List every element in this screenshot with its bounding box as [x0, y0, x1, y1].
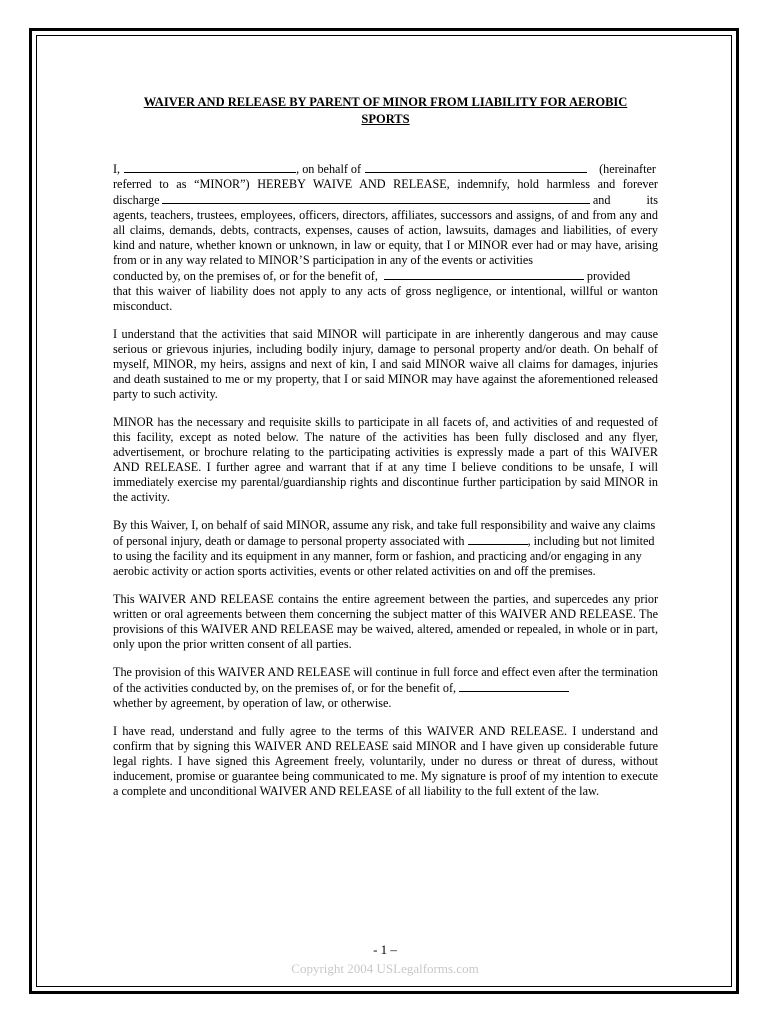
page-number: - 1 –	[373, 942, 397, 957]
text-discharge: discharge	[113, 193, 160, 207]
title-line-2: SPORTS	[361, 112, 410, 126]
activity-blank[interactable]	[468, 533, 528, 545]
text-hereinafter: (hereinafter	[599, 162, 656, 176]
text-and: and	[592, 193, 611, 207]
copyright-watermark: Copyright 2004 USLegalforms.com	[291, 961, 479, 976]
paragraph-full-force	[113, 665, 658, 711]
text-its: its	[646, 193, 658, 207]
parent-name-blank[interactable]	[124, 161, 296, 173]
minor-name-blank[interactable]	[365, 161, 587, 173]
text-gross-negligence: that this waiver of liability does not apply to any acts of gross negligence, or intentional, willful or wanton misconduct.	[113, 284, 658, 313]
title-line-1: WAIVER AND RELEASE BY PARENT OF MINOR FROM LIABILITY FOR AEROBIC	[143, 95, 628, 109]
text-i: I,	[113, 162, 121, 176]
text-conducted-by: conducted by, on the premises of, or for the benefit of,	[113, 269, 378, 283]
paragraph-waiver	[113, 161, 658, 314]
paragraph-skills: MINOR has the necessary and requisite skills to participate in all facets of, and activities of and requested of this facility, except as noted below. The nature of the activities has been fully disclosed and any flyer, advertisement, or brochure relating to the participating activities is expressly made a part of this WAIVER AND RELEASE. I further agree and warrant that if at any time I believe conditions to be unsafe, I will immediately exercise my parental/guardianship rights and discontinue further participation by said MINOR in the activity.	[113, 415, 658, 504]
text-full-force: The provision of this WAIVER AND RELEASE will continue in full force and effect even after the termination of the activities conducted by, on the premises of, or for the benefit of,	[113, 665, 658, 695]
text-agents: agents, teachers, trustees, employees, officers, directors, affiliates, successors and assigns, of and from any and all claims, demands, debts, contracts, expenses, causes of action, lawsuits, damages and liabilities, of every kind and nature, whether known or unknown, in law or equity, that I or MINOR ever had or may have, arising from or in any way related to MINOR’S participation in any of the events or activities	[113, 208, 658, 267]
text-including: , including but not limited to using the facility and its equipment in any manner, form or fashion, and practicing and/or engaging in any aerobic activity or action sports activities, events or other related activities on and off the premises.	[113, 534, 655, 578]
text-on-behalf: , on behalf of	[296, 162, 362, 176]
document-body	[113, 94, 658, 812]
paragraph-acknowledgement: I have read, understand and fully agree to the terms of this WAIVER AND RELEASE. I understand and confirm that by signing this WAIVER AND RELEASE said MINOR and I have given up considerable future legal rights. I have signed this Agreement freely, voluntarily, under no duress or threat of duress, without inducement, promise or guarantee being communicated to me. My signature is proof of my intention to execute a complete and unconditional WAIVER AND RELEASE of all liability to the full extent of the law.	[113, 724, 658, 798]
benefit-party-blank[interactable]	[384, 268, 584, 280]
benefit-line	[113, 268, 658, 284]
termination-party-blank[interactable]	[459, 680, 569, 692]
text-provided: provided	[586, 269, 631, 283]
text-referred: referred to as “MINOR”) HEREBY WAIVE AND RELEASE, indemnify, hold harmless and forever	[113, 177, 658, 191]
paragraph-assume-risk	[113, 518, 658, 579]
discharge-line	[113, 192, 658, 208]
paragraph-dangerous-activities: I understand that the activities that said MINOR will participate in are inherently dangerous and may cause serious or grievous injuries, including bodily injury, damage to personal property and/or death. On behalf of myself, MINOR, my heirs, assigns and next of kin, I and said MINOR waive all claims for damages, injuries and death sustained to me or my property, that I or said MINOR may have against the aforementioned released party to such activity.	[113, 327, 658, 401]
document-title	[113, 94, 658, 128]
text-by-agreement: whether by agreement, by operation of law, or otherwise.	[113, 696, 392, 710]
released-party-blank[interactable]	[162, 192, 589, 204]
parent-minor-line	[113, 161, 658, 177]
paragraph-entire-agreement: This WAIVER AND RELEASE contains the entire agreement between the parties, and supercedes any prior written or oral agreements between them concerning the subject matter of this WAIVER AND RELEASE. The provisions of this WAIVER AND RELEASE may be waived, altered, amended or repealed, in whole or in part, only upon the prior written consent of all parties.	[113, 592, 658, 651]
text-assume-risk: By this Waiver, I, on behalf of said MINOR, assume any risk, and take full responsibility and waive any claims of personal injury, death or damage to personal property associated with	[113, 518, 656, 548]
